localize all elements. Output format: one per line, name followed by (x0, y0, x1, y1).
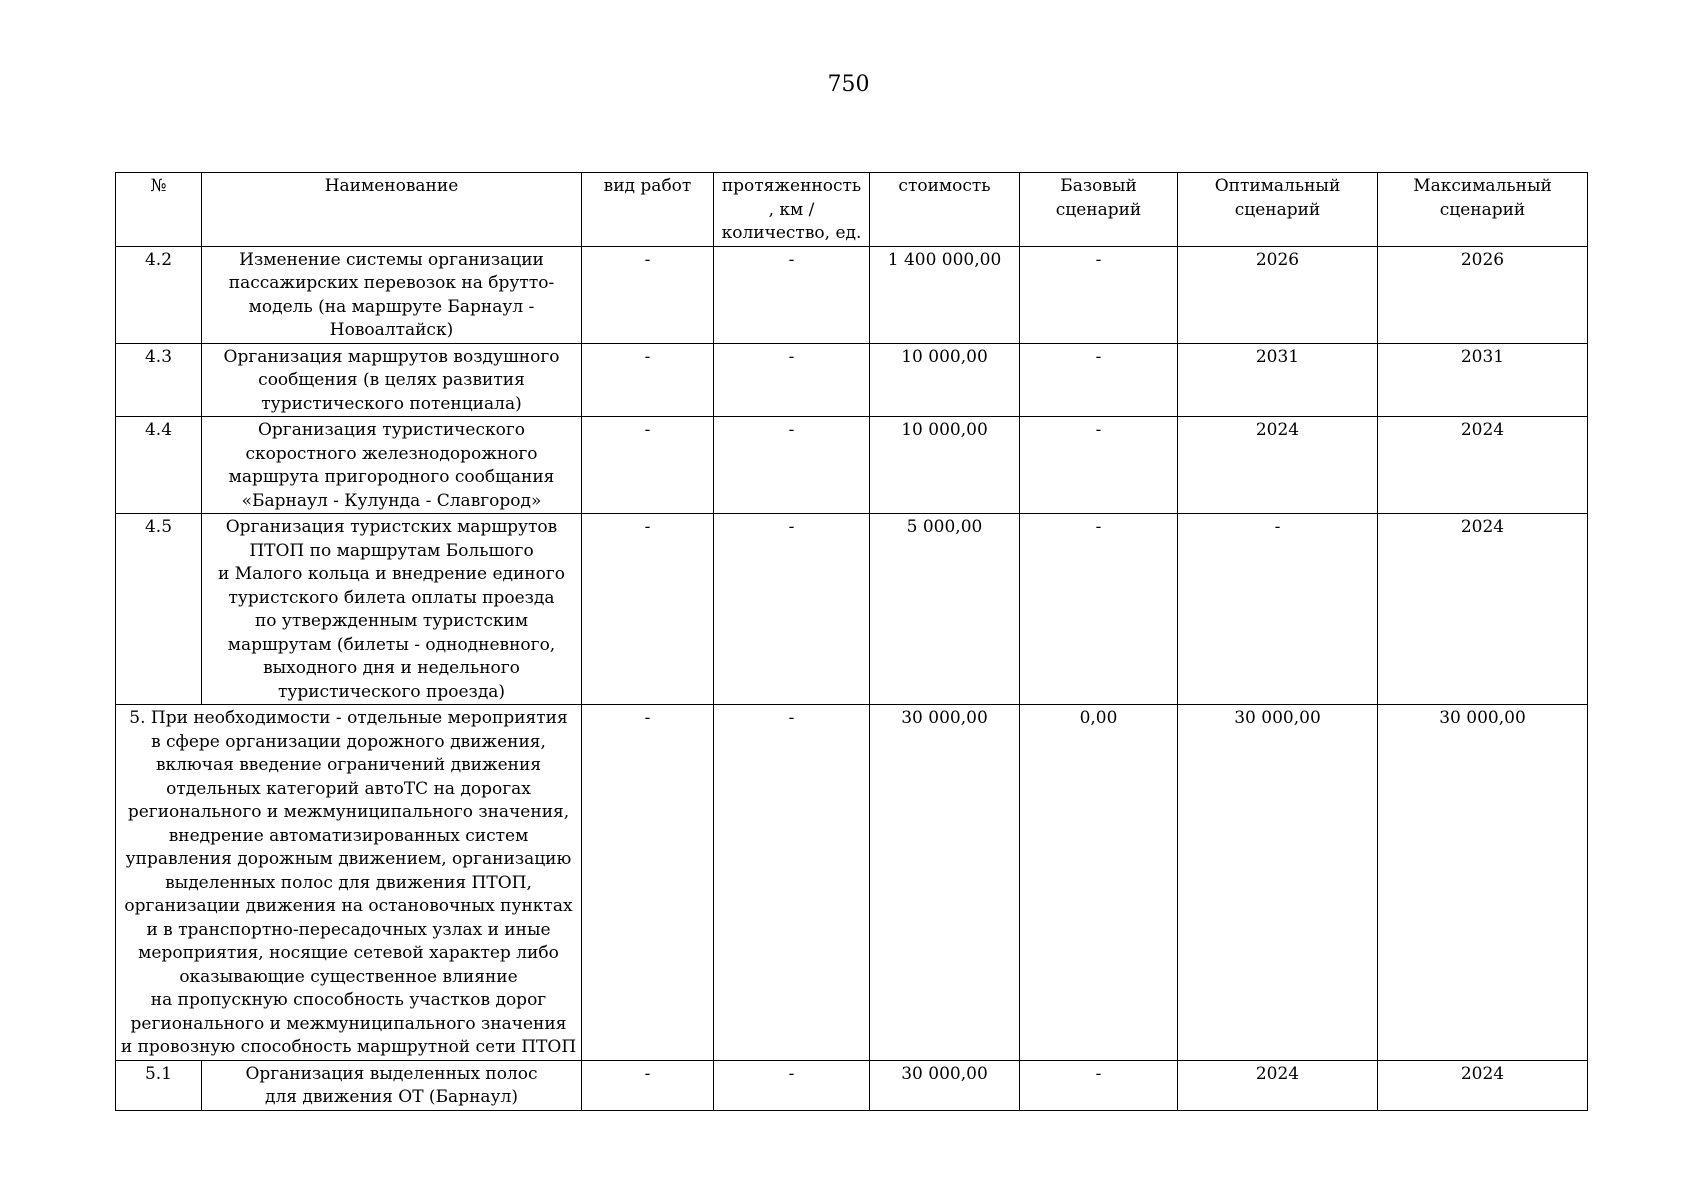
table-row (116, 417, 1588, 514)
table-row (116, 343, 1588, 417)
cell-number: 5.1 (116, 1060, 202, 1110)
col-header-length: протяженность , км / количество, ед. (714, 173, 870, 247)
cell-name: Организация туристских маршрутов ПТОП по маршрутам Большого и Малого кольца и внедрение единого туристского билета оплаты проезда по утвержденным туристским маршрутам (билеты - однодневного, выходного дня и недельного туристического проезда) (202, 514, 582, 705)
cell-name: Организация туристического скоростного железнодорожного маршрута пригородного сообщания «Барнаул - Кулунда - Славгород» (202, 417, 582, 514)
cell-base: - (1020, 1060, 1178, 1110)
cell-max: 30 000,00 (1378, 705, 1588, 1061)
section-row (116, 705, 1588, 1061)
cell-work-type: - (582, 1060, 714, 1110)
cell-work-type: - (582, 246, 714, 343)
cell-cost: 30 000,00 (870, 705, 1020, 1061)
cell-length: - (714, 514, 870, 705)
cell-name: Изменение системы организации пассажирских перевозок на брутто- модель (на маршруте Барнаул - Новоалтайск) (202, 246, 582, 343)
header-row (116, 173, 1588, 247)
cell-base: - (1020, 417, 1178, 514)
cell-length: - (714, 705, 870, 1061)
table-row (116, 246, 1588, 343)
table-row (116, 1060, 1588, 1110)
col-header-name: Наименование (202, 173, 582, 247)
col-header-max-scenario: Максимальный сценарий (1378, 173, 1588, 247)
cell-work-type: - (582, 705, 714, 1061)
cell-max: 2024 (1378, 514, 1588, 705)
cell-number: 4.5 (116, 514, 202, 705)
cell-base: 0,00 (1020, 705, 1178, 1061)
section-name: 5. При необходимости - отдельные мероприятия в сфере организации дорожного движения, включая введение ограничений движения отдельных категорий автоТС на дорогах регионального и межмуниципального значения, внедрение автоматизированных систем управления дорожным движением, организацию выделенных полос для движения ПТОП, организации движения на остановочных пунктах и в транспортно-пересадочных узлах и иные мероприятия, носящие сетевой характер либо оказывающие существенное влияние на пропускную способность участков дорог регионального и межмуниципального значения и провозную способность маршрутной сети ПТОП (116, 705, 582, 1061)
table-row (116, 514, 1588, 705)
cell-cost: 30 000,00 (870, 1060, 1020, 1110)
col-header-number: № (116, 173, 202, 247)
cell-length: - (714, 246, 870, 343)
page-number: 750 (827, 72, 870, 97)
cell-cost: 10 000,00 (870, 417, 1020, 514)
cell-name: Организация маршрутов воздушного сообщения (в целях развития туристического потенциала) (202, 343, 582, 417)
cell-cost: 1 400 000,00 (870, 246, 1020, 343)
cell-base: - (1020, 514, 1178, 705)
cell-length: - (714, 417, 870, 514)
cell-number: 4.3 (116, 343, 202, 417)
cell-work-type: - (582, 343, 714, 417)
cell-max: 2031 (1378, 343, 1588, 417)
cell-optimal: 2024 (1178, 1060, 1378, 1110)
cell-max: 2024 (1378, 417, 1588, 514)
cell-cost: 5 000,00 (870, 514, 1020, 705)
cell-optimal: 2024 (1178, 417, 1378, 514)
cell-base: - (1020, 246, 1178, 343)
cell-number: 4.2 (116, 246, 202, 343)
cell-length: - (714, 343, 870, 417)
cell-max: 2024 (1378, 1060, 1588, 1110)
activities-table (115, 172, 1588, 1111)
cell-optimal: 30 000,00 (1178, 705, 1378, 1061)
cell-optimal: 2031 (1178, 343, 1378, 417)
cell-work-type: - (582, 417, 714, 514)
col-header-base-scenario: Базовый сценарий (1020, 173, 1178, 247)
cell-work-type: - (582, 514, 714, 705)
col-header-cost: стоимость (870, 173, 1020, 247)
cell-name: Организация выделенных полос для движения ОТ (Барнаул) (202, 1060, 582, 1110)
cell-optimal: - (1178, 514, 1378, 705)
cell-base: - (1020, 343, 1178, 417)
cell-max: 2026 (1378, 246, 1588, 343)
col-header-optimal-scenario: Оптимальный сценарий (1178, 173, 1378, 247)
cell-length: - (714, 1060, 870, 1110)
cell-optimal: 2026 (1178, 246, 1378, 343)
cell-number: 4.4 (116, 417, 202, 514)
cell-cost: 10 000,00 (870, 343, 1020, 417)
col-header-work-type: вид работ (582, 173, 714, 247)
